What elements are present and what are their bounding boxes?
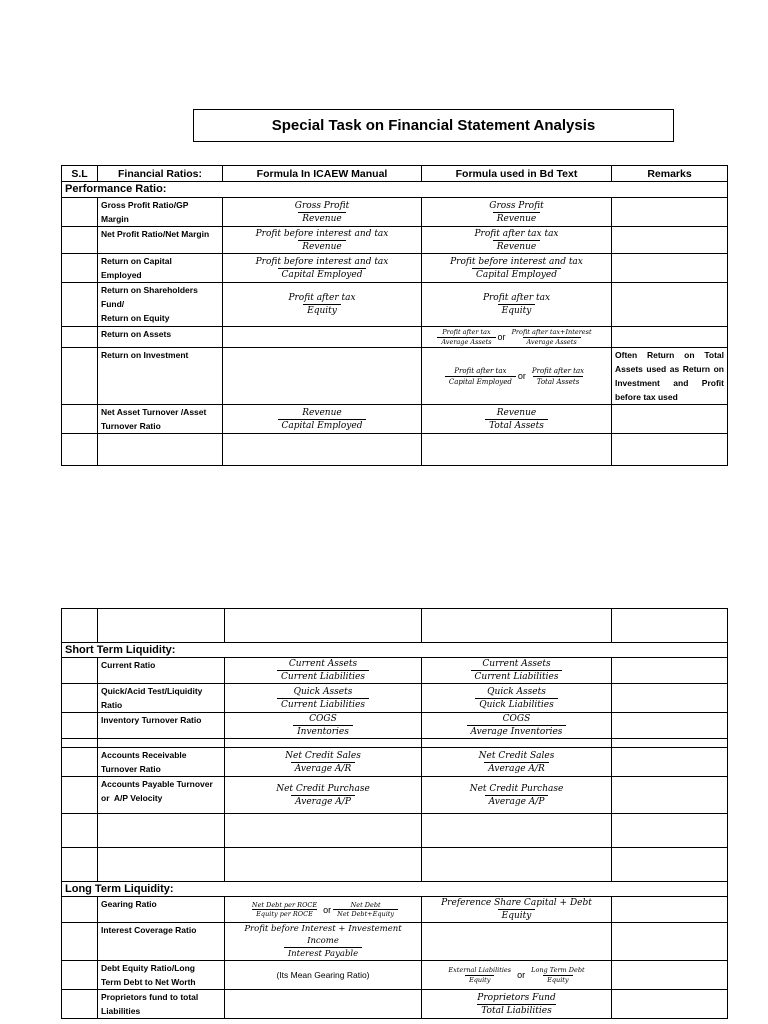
formula: $\frac{\text{Revenue}}{\text{Capital Employed}}$ xyxy=(278,407,367,432)
table-row xyxy=(62,198,728,227)
formula: $\frac{\text{Profit after tax}}{\text{Average Assets}}$ or $\frac{\text{Profit after tax+Interest}}{\text{Average Assets}}$ xyxy=(422,327,612,348)
formula: $\frac{\text{External Liabilities}}{\text{Equity}}$ or $\frac{\text{Long Term Debt}}{\text{Equity}}$ xyxy=(422,961,612,990)
formula: $\frac{\text{Net Credit Purchase}}{\text{Average A/P}}$ xyxy=(276,783,370,807)
table-row xyxy=(62,777,728,814)
formula: $\frac{\text{Preference Share Capital + Debt}}{\text{Equity}}$ xyxy=(441,898,592,921)
formula: $\frac{\text{Revenue}}{\text{Total Assets}}$ xyxy=(485,407,548,432)
ratio-name: Accounts Receivable Turnover Ratio xyxy=(98,748,225,777)
formula: $\frac{\text{Current Assets}}{\text{Current Liabilities}}$ xyxy=(471,658,563,683)
formula: $\frac{\text{Net Credit Sales}}{\text{Average A/R}}$ xyxy=(285,750,361,774)
header-bd: Formula used in Bd Text xyxy=(422,166,612,182)
formula: $\frac{\text{Proprietors Fund}}{\text{Total Liabilities}}$ xyxy=(477,992,556,1016)
ratio-name: Gross Profit Ratio/GP Margin xyxy=(98,198,223,227)
ratio-name: Interest Coverage Ratio xyxy=(98,923,225,961)
section-long-term: Long Term Liquidity: xyxy=(62,882,728,897)
formula: $\frac{\text{Profit after tax}}{\text{Equity}}$ xyxy=(288,293,356,316)
table-row xyxy=(62,748,728,777)
ratio-name: Return on Investment xyxy=(98,348,223,405)
formula: $\frac{\text{COGS}}{\text{Average Inventories}}$ xyxy=(467,713,567,738)
formula: $\frac{\text{Net Credit Sales}}{\text{Average A/R}}$ xyxy=(478,750,555,774)
table-row xyxy=(62,405,728,434)
formula: $\frac{\text{Profit before Interest + Investement Income}}{\text{Interest Payable}}$ xyxy=(244,924,402,959)
formula: $\frac{\text{Profit before interest and tax}}{\text{Revenue}}$ xyxy=(255,228,389,252)
table-row xyxy=(62,713,728,739)
formula: $\frac{\text{Profit before interest and tax}}{\text{Capital Employed}}$ xyxy=(450,256,583,280)
remark-text: Often Return on Total Assets used as Return on Investment and Profit before tax used xyxy=(612,348,728,405)
ratio-name: Net Profit Ratio/Net Margin xyxy=(98,227,223,254)
ratio-name: Return on Capital Employed xyxy=(98,254,223,283)
header-ratio: Financial Ratios: xyxy=(98,166,223,182)
formula: $\frac{\text{COGS}}{\text{Inventories}}$ xyxy=(293,713,353,738)
formula: $\frac{\text{Profit after tax}}{\text{Equity}}$ xyxy=(482,293,551,316)
table-row xyxy=(62,658,728,684)
table-row xyxy=(62,254,728,283)
table-row xyxy=(62,961,728,990)
formula: $\frac{\text{Current Assets}}{\text{Current Liabilities}}$ xyxy=(277,658,369,683)
table-row xyxy=(62,684,728,713)
table-row xyxy=(62,348,728,405)
formula: $\frac{\text{Quick Assets}}{\text{Quick Liabilities}}$ xyxy=(475,686,557,711)
formula: $\frac{\text{Net Debt per ROCE}}{\text{Equity per ROCE}}$ or $\frac{\text{Net Debt}}{\text{Net Debt+Equity}}$ xyxy=(225,897,422,923)
performance-table xyxy=(61,165,728,466)
formula: $\frac{\text{Gross Profit}}{\text{Revenue}}$ xyxy=(294,200,350,224)
ratio-name: Gearing Ratio xyxy=(98,897,225,923)
formula: $\frac{\text{Gross Profit}}{\text{Revenue}}$ xyxy=(489,200,544,224)
table-row xyxy=(62,923,728,961)
header-row xyxy=(62,166,728,182)
table-row xyxy=(62,897,728,923)
liquidity-table xyxy=(61,608,728,1019)
ratio-name: Quick/Acid Test/Liquidity Ratio xyxy=(98,684,225,713)
gearing-note: (Its Mean Gearing Ratio) xyxy=(225,961,422,990)
ratio-name: Return on Shareholders Fund/ Return on Equity xyxy=(98,283,223,327)
ratio-name: Net Asset Turnover /Asset Turnover Ratio xyxy=(98,405,223,434)
formula: $\frac{\text{Net Credit Purchase}}{\text{Average A/P}}$ xyxy=(469,783,564,807)
table-row xyxy=(62,227,728,254)
formula: $\frac{\text{Profit after tax}}{\text{Capital Employed}}$ or $\frac{\text{Profit after tax}}{\text{Total Assets}}$ xyxy=(422,348,612,405)
header-icaew: Formula In ICAEW Manual xyxy=(223,166,422,182)
formula: $\frac{\text{Profit before interest and tax}}{\text{Capital Employed}}$ xyxy=(255,256,389,280)
formula: $\frac{\text{Quick Assets}}{\text{Current Liabilities}}$ xyxy=(277,686,369,711)
ratio-name: Debt Equity Ratio/Long Term Debt to Net Worth xyxy=(98,961,225,990)
page-title: Special Task on Financial Statement Analysis xyxy=(193,109,674,142)
table-row xyxy=(62,327,728,348)
empty-row xyxy=(62,739,728,748)
ratio-name: Return on Assets xyxy=(98,327,223,348)
ratio-name: Accounts Payable Turnover or A/P Velocity xyxy=(98,777,225,814)
ratio-name: Proprietors fund to total Liabilities xyxy=(98,990,225,1019)
empty-row xyxy=(62,814,728,848)
table-row xyxy=(62,283,728,327)
empty-row xyxy=(62,609,728,643)
section-performance: Performance Ratio: xyxy=(62,182,728,198)
empty-row xyxy=(62,848,728,882)
empty-row xyxy=(62,434,728,466)
table-row xyxy=(62,990,728,1019)
formula: $\frac{\text{Profit after tax tax}}{\text{Revenue}}$ xyxy=(474,228,559,252)
ratio-name: Current Ratio xyxy=(98,658,225,684)
header-sl: S.L xyxy=(62,166,98,182)
ratio-name: Inventory Turnover Ratio xyxy=(98,713,225,739)
section-short-term: Short Term Liquidity: xyxy=(62,643,728,658)
header-remarks: Remarks xyxy=(612,166,728,182)
